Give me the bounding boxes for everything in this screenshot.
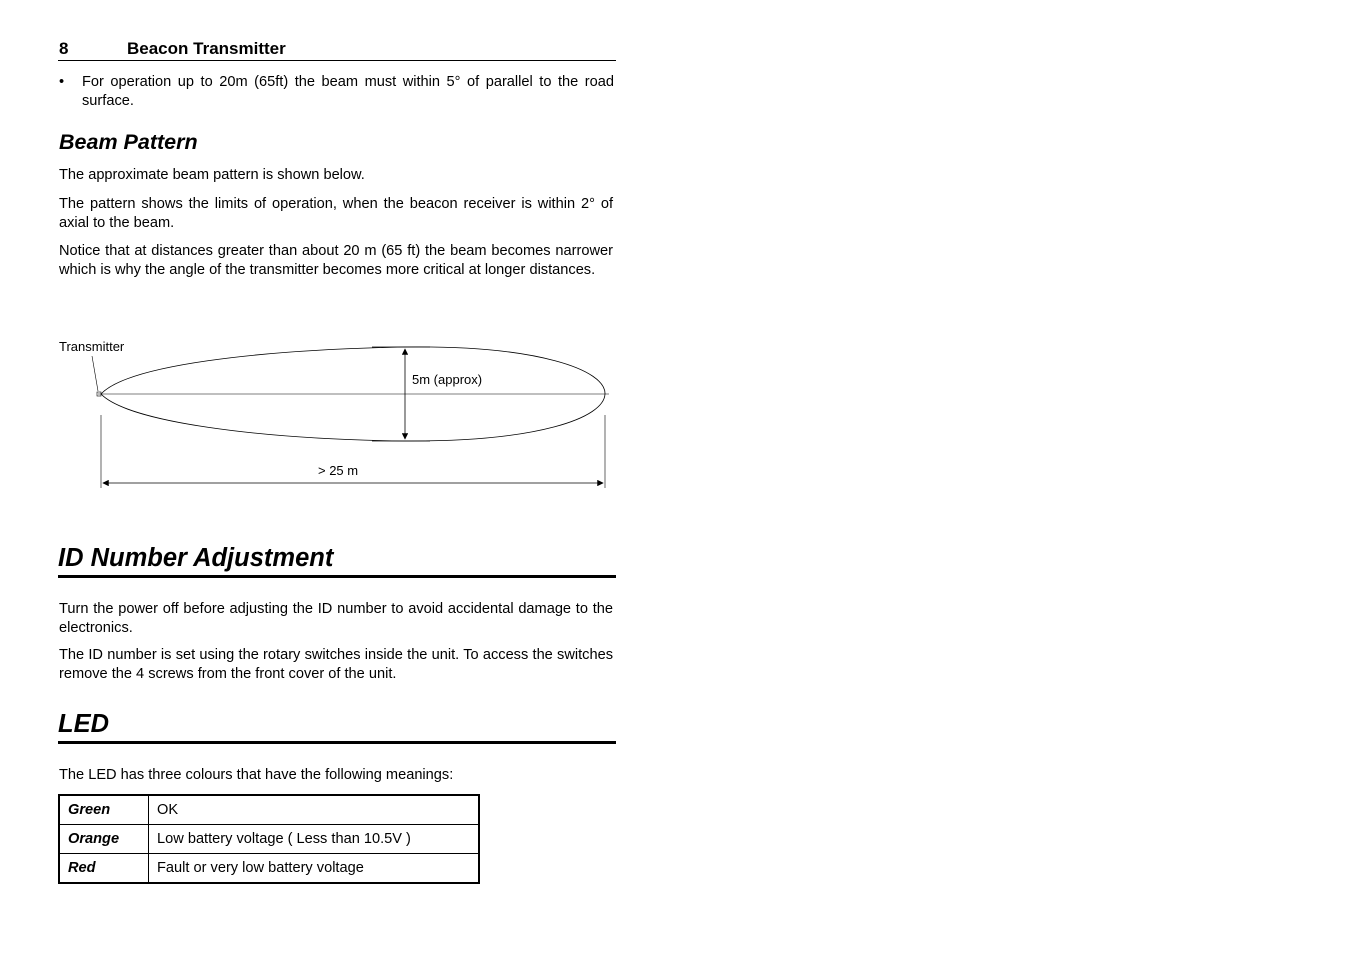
led-heading: LED [58, 710, 616, 744]
id-adjustment-heading: ID Number Adjustment [58, 544, 616, 578]
beam-pattern-heading: Beam Pattern [59, 130, 198, 154]
table-row [59, 795, 479, 825]
table-row [59, 854, 479, 884]
page-number: 8 [59, 39, 69, 58]
beam-paragraph-2: The pattern shows the limits of operation, when the beacon receiver is within 2° of axial to the beam. [59, 196, 613, 231]
transmitter-label: Transmitter [59, 339, 125, 354]
beam-pattern-diagram [58, 330, 616, 505]
led-meaning-cell: Fault or very low battery voltage [149, 854, 480, 884]
led-meaning-cell: Low battery voltage ( Less than 10.5V ) [149, 825, 480, 854]
page-header [58, 38, 616, 61]
led-colour-cell: Orange [59, 825, 149, 854]
beam-paragraph-1: The approximate beam pattern is shown below. [59, 167, 365, 183]
led-meaning-cell: OK [149, 795, 480, 825]
width-label: 5m (approx) [412, 372, 483, 387]
led-intro: The LED has three colours that have the following meanings: [59, 767, 454, 783]
bullet-symbol: • [59, 74, 65, 90]
table-row [59, 825, 479, 854]
beam-paragraph-3: Notice that at distances greater than about 20 m (65 ft) the beam becomes narrower which is why the angle of the transmitter becomes more critical at longer distances. [59, 243, 613, 278]
bullet-text: For operation up to 20m (65ft) the beam must within 5° of parallel to the road surface. [82, 74, 614, 109]
id-paragraph-2: The ID number is set using the rotary switches inside the unit. To access the switches remove the 4 screws from the front cover of the unit. [59, 647, 613, 682]
led-colour-cell: Red [59, 854, 149, 884]
page-header-title: Beacon Transmitter [127, 39, 286, 58]
length-label: > 25 m [318, 463, 359, 478]
transmitter-leader-line [92, 356, 98, 391]
led-table [58, 794, 480, 884]
id-paragraph-1: Turn the power off before adjusting the ID number to avoid accidental damage to the electronics. [59, 601, 613, 636]
led-colour-cell: Green [59, 795, 149, 825]
